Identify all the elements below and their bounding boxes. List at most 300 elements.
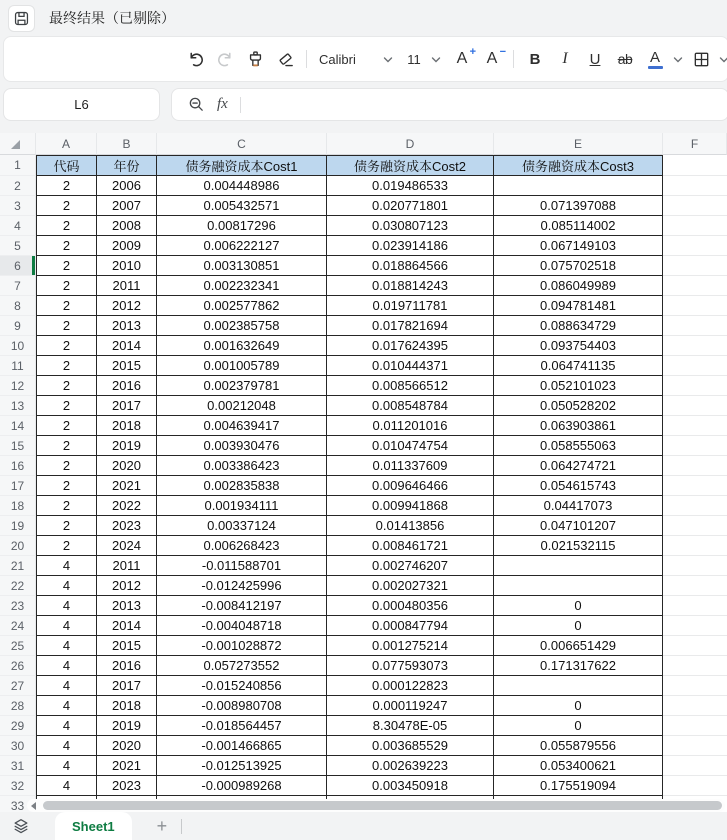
cell[interactable] <box>663 436 727 456</box>
table-row <box>0 376 727 396</box>
row-header[interactable]: 30 <box>0 736 36 756</box>
row-header[interactable]: 1 <box>0 155 36 176</box>
row-header[interactable]: 3 <box>0 196 36 216</box>
column-header-a[interactable]: A <box>36 133 97 155</box>
cell[interactable]: 2 <box>36 236 97 256</box>
cell[interactable] <box>663 556 727 576</box>
sheet-tab-sheet1[interactable]: Sheet1 <box>55 812 132 840</box>
zoom-icon[interactable] <box>188 96 205 113</box>
font-color-button[interactable] <box>640 43 670 75</box>
cell[interactable]: 4 <box>36 576 97 596</box>
cell[interactable]: 0.058555063 <box>494 436 663 456</box>
cell[interactable]: 8.30478E-05 <box>327 716 494 736</box>
row-header[interactable]: 7 <box>0 276 36 296</box>
cell[interactable]: 2015 <box>97 636 157 656</box>
row-header[interactable]: 23 <box>0 596 36 616</box>
cell[interactable]: 2012 <box>97 576 157 596</box>
cell[interactable]: 0.175519094 <box>494 776 663 796</box>
cell[interactable] <box>663 316 727 336</box>
cell[interactable]: 2019 <box>97 436 157 456</box>
cell[interactable]: 2006 <box>97 176 157 196</box>
cell[interactable]: 2007 <box>97 196 157 216</box>
cell[interactable]: 2 <box>36 416 97 436</box>
cell[interactable]: 2011 <box>97 556 157 576</box>
cell[interactable]: 0.006268423 <box>157 536 327 556</box>
scrollbar-thumb[interactable] <box>43 801 722 810</box>
cell[interactable]: -0.012513925 <box>157 756 327 776</box>
cell[interactable]: 2016 <box>97 376 157 396</box>
cell[interactable]: 2011 <box>97 276 157 296</box>
column-header-b[interactable]: B <box>97 133 157 155</box>
cell[interactable]: 2022 <box>97 496 157 516</box>
cell[interactable]: 0.018814243 <box>327 276 494 296</box>
cell[interactable]: 4 <box>36 696 97 716</box>
format-painter-button[interactable] <box>240 43 270 75</box>
italic-button[interactable] <box>550 43 580 75</box>
cell[interactable] <box>663 536 727 556</box>
row-header[interactable]: 33 <box>0 796 36 812</box>
cell[interactable]: 4 <box>36 756 97 776</box>
cell[interactable]: 4 <box>36 616 97 636</box>
cell[interactable]: -0.015240856 <box>157 676 327 696</box>
cell[interactable] <box>494 176 663 196</box>
cell[interactable]: 0 <box>494 696 663 716</box>
cell[interactable]: 4 <box>36 556 97 576</box>
table-row <box>0 456 727 476</box>
cell[interactable]: 0.000480356 <box>327 596 494 616</box>
cell[interactable] <box>663 176 727 196</box>
cell[interactable]: 0.003130851 <box>157 256 327 276</box>
header-cell[interactable]: 债务融资成本Cost3 <box>494 155 663 176</box>
row-header[interactable]: 21 <box>0 556 36 576</box>
cell[interactable] <box>663 776 727 796</box>
cell[interactable] <box>663 576 727 596</box>
cell[interactable]: 2 <box>36 456 97 476</box>
cell[interactable]: 0.023914186 <box>327 236 494 256</box>
column-header-c[interactable]: C <box>157 133 327 155</box>
cell[interactable]: 2024 <box>97 536 157 556</box>
row-header[interactable]: 25 <box>0 636 36 656</box>
cell[interactable]: 2014 <box>97 616 157 636</box>
row-header[interactable]: 27 <box>0 676 36 696</box>
row-header[interactable]: 15 <box>0 436 36 456</box>
cell[interactable]: -0.001028872 <box>157 636 327 656</box>
formula-input[interactable] <box>253 89 727 120</box>
borders-icon <box>692 50 711 69</box>
row-header[interactable]: 13 <box>0 396 36 416</box>
increase-font-button[interactable] <box>447 43 477 75</box>
cell[interactable] <box>663 256 727 276</box>
cell[interactable]: 0 <box>494 596 663 616</box>
row-header[interactable]: 26 <box>0 656 36 676</box>
table-row <box>0 436 727 456</box>
cell[interactable] <box>663 636 727 656</box>
cell[interactable]: 2023 <box>97 516 157 536</box>
cell[interactable]: 0.003450918 <box>327 776 494 796</box>
table-row <box>0 636 727 656</box>
cell[interactable]: 2019 <box>97 716 157 736</box>
strikethrough-button[interactable] <box>610 43 640 75</box>
row-header[interactable]: 2 <box>0 176 36 196</box>
cell[interactable]: 0.002577862 <box>157 296 327 316</box>
cell[interactable]: 2012 <box>97 296 157 316</box>
cell[interactable]: 2 <box>36 296 97 316</box>
layers-icon <box>12 817 30 835</box>
cell[interactable]: 0.017624395 <box>327 336 494 356</box>
cell[interactable]: 0.000122823 <box>327 676 494 696</box>
row-header[interactable]: 24 <box>0 616 36 636</box>
cell[interactable]: 0.011337609 <box>327 456 494 476</box>
cell[interactable] <box>663 616 727 636</box>
row-header[interactable]: 9 <box>0 316 36 336</box>
cell[interactable]: 0.01413856 <box>327 516 494 536</box>
cell[interactable]: 0.001632649 <box>157 336 327 356</box>
cell[interactable]: 4 <box>36 716 97 736</box>
cell[interactable]: 0 <box>494 716 663 736</box>
cell[interactable]: 0.052101023 <box>494 376 663 396</box>
cell[interactable]: -0.011588701 <box>157 556 327 576</box>
cell[interactable]: 2 <box>36 356 97 376</box>
row-header[interactable]: 18 <box>0 496 36 516</box>
row-header[interactable]: 6 <box>0 256 36 276</box>
cell[interactable]: 4 <box>36 656 97 676</box>
cell[interactable]: 2016 <box>97 656 157 676</box>
cell[interactable]: 0.006222127 <box>157 236 327 256</box>
table-row <box>0 676 727 696</box>
cell[interactable]: 0.054615743 <box>494 476 663 496</box>
strikethrough-icon: ab <box>617 51 633 67</box>
cell[interactable]: 2 <box>36 376 97 396</box>
cell[interactable]: 0.053400621 <box>494 756 663 776</box>
borders-button[interactable] <box>686 43 716 75</box>
cell[interactable]: 0.094781481 <box>494 296 663 316</box>
cell[interactable]: 2013 <box>97 316 157 336</box>
column-header-f[interactable]: F <box>663 133 727 155</box>
cell[interactable]: 4 <box>36 636 97 656</box>
formula-separator <box>240 97 241 113</box>
cell[interactable] <box>663 276 727 296</box>
cell[interactable] <box>663 416 727 436</box>
table-row <box>0 596 727 616</box>
cell[interactable]: 0.002746207 <box>327 556 494 576</box>
cell[interactable]: 2 <box>36 276 97 296</box>
cell[interactable]: -0.008412197 <box>157 596 327 616</box>
table-row <box>0 516 727 536</box>
select-all-icon <box>11 140 20 149</box>
cell[interactable]: 0.050528202 <box>494 396 663 416</box>
plus-icon: + <box>469 46 476 58</box>
cell[interactable]: 0.002835838 <box>157 476 327 496</box>
cell[interactable]: 2 <box>36 396 97 416</box>
cell[interactable]: 0.171317622 <box>494 656 663 676</box>
cell[interactable]: 2021 <box>97 756 157 776</box>
cell[interactable]: 4 <box>36 596 97 616</box>
chevron-down-icon <box>673 55 683 64</box>
cell[interactable]: -0.018564457 <box>157 716 327 736</box>
cell[interactable]: 2018 <box>97 696 157 716</box>
sheet-bar-separator <box>181 819 182 834</box>
cell[interactable]: 0.002379781 <box>157 376 327 396</box>
cell[interactable] <box>663 216 727 236</box>
cell[interactable]: -0.012425996 <box>157 576 327 596</box>
cell[interactable]: 0.008461721 <box>327 536 494 556</box>
row-header[interactable]: 16 <box>0 456 36 476</box>
italic-icon: I <box>562 50 568 67</box>
header-cell[interactable]: 债务融资成本Cost1 <box>157 155 327 176</box>
cell[interactable]: 2 <box>36 436 97 456</box>
row-header[interactable]: 31 <box>0 756 36 776</box>
cell[interactable]: 0.019711781 <box>327 296 494 316</box>
cell[interactable] <box>494 556 663 576</box>
cell[interactable]: 0.009941868 <box>327 496 494 516</box>
row-header[interactable]: 4 <box>0 216 36 236</box>
cell[interactable]: 0.003386423 <box>157 456 327 476</box>
toolbar-separator <box>513 50 514 68</box>
cell[interactable]: 0.001934111 <box>157 496 327 516</box>
cell[interactable]: 2 <box>36 496 97 516</box>
table-row <box>0 336 727 356</box>
cell[interactable]: 0.002027321 <box>327 576 494 596</box>
sheet-list-button[interactable] <box>0 812 42 840</box>
row-header[interactable]: 8 <box>0 296 36 316</box>
cell[interactable]: 0.063903861 <box>494 416 663 436</box>
row-header[interactable]: 28 <box>0 696 36 716</box>
cell[interactable]: 0.000119247 <box>327 696 494 716</box>
table-row <box>0 696 727 716</box>
cell[interactable]: 0.020771801 <box>327 196 494 216</box>
cell[interactable] <box>663 696 727 716</box>
cell[interactable]: 0.000847794 <box>327 616 494 636</box>
cell[interactable]: 0.021532115 <box>494 536 663 556</box>
cell[interactable] <box>494 676 663 696</box>
cell[interactable]: 0.088634729 <box>494 316 663 336</box>
cell[interactable]: 2010 <box>97 256 157 276</box>
cell[interactable]: 0.001275214 <box>327 636 494 656</box>
cell[interactable]: 0.00817296 <box>157 216 327 236</box>
cell[interactable]: 0.00337124 <box>157 516 327 536</box>
font-size-value: 11 <box>407 51 421 67</box>
chevron-down-icon <box>431 55 441 64</box>
row-header[interactable]: 14 <box>0 416 36 436</box>
cell[interactable]: 0.008566512 <box>327 376 494 396</box>
cell[interactable] <box>663 756 727 776</box>
cell[interactable]: 0.086049989 <box>494 276 663 296</box>
undo-button[interactable] <box>180 43 210 75</box>
cell[interactable] <box>663 155 727 176</box>
borders-dropdown[interactable] <box>716 43 727 75</box>
cell[interactable]: 0.047101207 <box>494 516 663 536</box>
table-row <box>0 616 727 636</box>
cell[interactable]: 0.077593073 <box>327 656 494 676</box>
cell[interactable]: 2 <box>36 516 97 536</box>
cell[interactable]: 0.004639417 <box>157 416 327 436</box>
table-row <box>0 416 727 436</box>
font-size-select[interactable] <box>399 43 447 75</box>
cell[interactable]: 0.075702518 <box>494 256 663 276</box>
horizontal-scrollbar[interactable] <box>27 799 725 812</box>
eraser-button[interactable] <box>270 43 300 75</box>
save-icon <box>13 10 30 27</box>
cell[interactable] <box>663 396 727 416</box>
decrease-font-button[interactable] <box>477 43 507 75</box>
fx-icon[interactable]: fx <box>217 96 228 112</box>
cell[interactable]: 0.006651429 <box>494 636 663 656</box>
table-row <box>0 356 727 376</box>
cell[interactable]: 2 <box>36 256 97 276</box>
save-button[interactable] <box>8 5 35 32</box>
cell[interactable] <box>663 496 727 516</box>
cell[interactable] <box>663 296 727 316</box>
cell[interactable]: 0.004448986 <box>157 176 327 196</box>
cell[interactable]: 2014 <box>97 336 157 356</box>
header-cell[interactable]: 代码 <box>36 155 97 176</box>
cell[interactable] <box>663 516 727 536</box>
cell[interactable]: 2 <box>36 316 97 336</box>
cell[interactable]: 0.064741135 <box>494 356 663 376</box>
cell[interactable] <box>663 376 727 396</box>
row-header[interactable]: 17 <box>0 476 36 496</box>
cell[interactable]: 0.085114002 <box>494 216 663 236</box>
redo-icon <box>216 50 235 69</box>
row-header[interactable]: 12 <box>0 376 36 396</box>
underline-icon: U <box>589 50 601 68</box>
cell[interactable]: -0.001466865 <box>157 736 327 756</box>
cell[interactable] <box>663 456 727 476</box>
cell[interactable]: 0.017821694 <box>327 316 494 336</box>
select-all-corner[interactable] <box>0 133 36 155</box>
title-bar <box>0 0 727 36</box>
cell[interactable]: -0.000989268 <box>157 776 327 796</box>
cell[interactable]: 2008 <box>97 216 157 236</box>
table-row <box>0 716 727 736</box>
add-sheet-button[interactable]: + <box>153 812 172 840</box>
toolbar <box>3 36 727 82</box>
cell[interactable]: 2 <box>36 536 97 556</box>
cell[interactable]: 2 <box>36 176 97 196</box>
cell[interactable]: 0.009646466 <box>327 476 494 496</box>
cell[interactable]: 0.001005789 <box>157 356 327 376</box>
table-row <box>0 756 727 776</box>
cell[interactable] <box>663 736 727 756</box>
table-row <box>0 256 727 276</box>
cell[interactable]: 0.002232341 <box>157 276 327 296</box>
underline-button[interactable] <box>580 43 610 75</box>
table-row <box>0 556 727 576</box>
cell[interactable]: 0.010444371 <box>327 356 494 376</box>
row-header[interactable]: 32 <box>0 776 36 796</box>
column-header-d[interactable]: D <box>327 133 494 155</box>
cell[interactable]: 0.04417073 <box>494 496 663 516</box>
cell[interactable]: 0.067149103 <box>494 236 663 256</box>
cell[interactable] <box>663 476 727 496</box>
minus-icon: − <box>499 46 506 58</box>
cell[interactable]: 2015 <box>97 356 157 376</box>
cell[interactable] <box>663 596 727 616</box>
cell[interactable]: 0.071397088 <box>494 196 663 216</box>
column-header-e[interactable]: E <box>494 133 663 155</box>
cell[interactable] <box>663 716 727 736</box>
font-name-select[interactable] <box>313 43 399 75</box>
cell[interactable]: 0.030807123 <box>327 216 494 236</box>
row-header[interactable]: 11 <box>0 356 36 376</box>
row-header[interactable]: 29 <box>0 716 36 736</box>
cell[interactable]: -0.008980708 <box>157 696 327 716</box>
row-header[interactable]: 20 <box>0 536 36 556</box>
cell[interactable]: 2018 <box>97 416 157 436</box>
cell[interactable]: -0.004048718 <box>157 616 327 636</box>
bold-icon: B <box>529 50 541 68</box>
cell[interactable]: 2021 <box>97 476 157 496</box>
cell[interactable]: 0.011201016 <box>327 416 494 436</box>
cell[interactable] <box>663 676 727 696</box>
cell[interactable]: 0.002385758 <box>157 316 327 336</box>
cell[interactable]: 2020 <box>97 456 157 476</box>
cell[interactable] <box>663 356 727 376</box>
cell[interactable]: 0.019486533 <box>327 176 494 196</box>
row-header[interactable]: 19 <box>0 516 36 536</box>
scroll-left-icon[interactable] <box>31 802 36 810</box>
cell[interactable]: 0.093754403 <box>494 336 663 356</box>
cell[interactable]: 0.010474754 <box>327 436 494 456</box>
name-box[interactable]: L6 <box>3 88 160 121</box>
cell[interactable]: 2 <box>36 336 97 356</box>
table-row <box>0 216 727 236</box>
cell[interactable]: 2017 <box>97 676 157 696</box>
cell[interactable]: 0.003930476 <box>157 436 327 456</box>
header-cell[interactable]: 债务融资成本Cost2 <box>327 155 494 176</box>
cell[interactable]: 0.018864566 <box>327 256 494 276</box>
font-color-dropdown[interactable] <box>670 43 686 75</box>
row-header[interactable]: 10 <box>0 336 36 356</box>
cell[interactable]: 0.003685529 <box>327 736 494 756</box>
header-cell[interactable]: 年份 <box>97 155 157 176</box>
cell[interactable]: 2017 <box>97 396 157 416</box>
cell[interactable]: 0.057273552 <box>157 656 327 676</box>
cell[interactable]: 2 <box>36 216 97 236</box>
cell[interactable]: 0.005432571 <box>157 196 327 216</box>
cell[interactable]: 0.008548784 <box>327 396 494 416</box>
chevron-down-icon <box>383 55 393 64</box>
cell[interactable]: 4 <box>36 776 97 796</box>
table-row <box>0 736 727 756</box>
cell[interactable]: 0.064274721 <box>494 456 663 476</box>
cell[interactable]: 0.002639223 <box>327 756 494 776</box>
redo-button[interactable] <box>210 43 240 75</box>
document-title: 最终结果（已剔除） <box>49 10 175 26</box>
cell[interactable]: 2 <box>36 476 97 496</box>
cell[interactable]: 0.055879556 <box>494 736 663 756</box>
bold-button[interactable] <box>520 43 550 75</box>
chevron-down-icon <box>719 55 727 64</box>
cell[interactable]: 2013 <box>97 596 157 616</box>
cell[interactable] <box>663 656 727 676</box>
cell[interactable] <box>494 576 663 596</box>
cell[interactable]: 2 <box>36 196 97 216</box>
grid <box>0 133 727 812</box>
cell[interactable]: 0 <box>494 616 663 636</box>
cell[interactable] <box>663 236 727 256</box>
cell[interactable]: 0.00212048 <box>157 396 327 416</box>
cell[interactable]: 2020 <box>97 736 157 756</box>
cell[interactable] <box>663 196 727 216</box>
cell[interactable]: 4 <box>36 736 97 756</box>
cell[interactable]: 2009 <box>97 236 157 256</box>
cell[interactable]: 4 <box>36 676 97 696</box>
cell[interactable]: 2023 <box>97 776 157 796</box>
row-header[interactable]: 5 <box>0 236 36 256</box>
cell[interactable] <box>663 336 727 356</box>
row-header[interactable]: 22 <box>0 576 36 596</box>
